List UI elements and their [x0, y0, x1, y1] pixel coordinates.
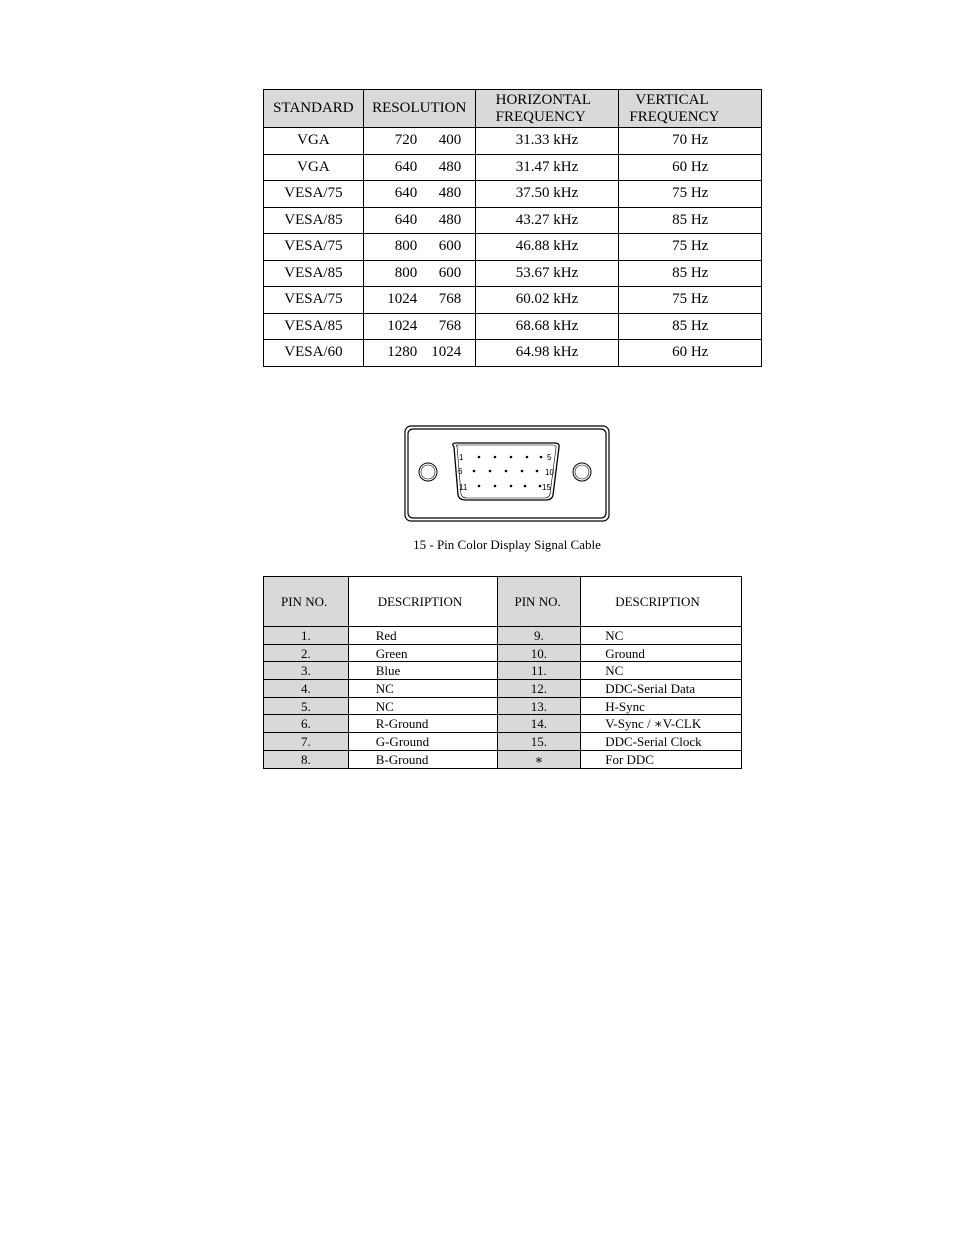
cell-pin-right: 15. — [497, 733, 581, 751]
cell-standard: VGA — [264, 154, 364, 181]
pin-label-10: 10 — [545, 468, 554, 477]
header-standard: STANDARD — [264, 90, 364, 128]
cell-vertical-frequency: 75 Hz — [619, 234, 762, 261]
cell-pin-left: 1. — [264, 627, 349, 645]
header-horizontal-line1: HORIZONTAL — [495, 91, 592, 108]
cell-description-right: Ground — [581, 644, 742, 662]
cell-horizontal-frequency: 31.47 kHz — [475, 154, 619, 181]
timing-row — [264, 128, 762, 155]
cell-resolution — [363, 234, 475, 261]
pin-15a — [539, 485, 542, 488]
pin-row — [264, 627, 742, 645]
cell-description-left: NC — [348, 697, 497, 715]
cell-vertical-frequency: 70 Hz — [619, 128, 762, 155]
header-pin-no-right: PIN NO. — [497, 577, 581, 627]
cell-pin-left: 6. — [264, 715, 349, 733]
cell-pin-right: 14. — [497, 715, 581, 733]
cell-horizontal-frequency: 68.68 kHz — [475, 313, 619, 340]
cell-description-left: B-Ground — [348, 750, 497, 768]
cell-pin-left: 5. — [264, 697, 349, 715]
header-vertical-frequency — [619, 90, 762, 128]
header-horizontal-frequency — [475, 90, 619, 128]
timing-row — [264, 207, 762, 234]
timing-row — [264, 181, 762, 208]
cell-description-left: Blue — [348, 662, 497, 680]
cell-resolution — [363, 313, 475, 340]
pin-row — [264, 644, 742, 662]
cell-resolution-height: 1024 — [431, 344, 462, 361]
cell-vertical-frequency: 85 Hz — [619, 207, 762, 234]
cell-resolution-height: 600 — [438, 264, 462, 281]
cell-resolution-width: 640 — [394, 185, 418, 202]
cell-resolution-height: 768 — [438, 317, 462, 334]
cell-description-right: H-Sync — [581, 697, 742, 715]
cell-resolution — [363, 128, 475, 155]
cell-vertical-frequency: 75 Hz — [619, 287, 762, 314]
pin-label-11: 11 — [459, 483, 468, 492]
timing-row — [264, 234, 762, 261]
cell-standard: VESA/85 — [264, 260, 364, 287]
cell-vertical-frequency: 85 Hz — [619, 260, 762, 287]
pin-9b — [521, 470, 524, 473]
cell-horizontal-frequency: 37.50 kHz — [475, 181, 619, 208]
pin-4 — [510, 456, 513, 459]
timing-row — [264, 313, 762, 340]
cell-horizontal-frequency: 64.98 kHz — [475, 340, 619, 367]
cell-vertical-frequency: 60 Hz — [619, 154, 762, 181]
cell-resolution — [363, 207, 475, 234]
cell-description-left: G-Ground — [348, 733, 497, 751]
cell-pin-left: 7. — [264, 733, 349, 751]
cell-resolution-width: 640 — [394, 158, 418, 175]
cell-resolution-width: 800 — [394, 264, 418, 281]
pin-row — [264, 750, 742, 768]
cell-description-left: R-Ground — [348, 715, 497, 733]
cell-resolution-width: 720 — [394, 132, 418, 149]
pin-10a — [536, 470, 539, 473]
screw-hole-right — [573, 463, 591, 481]
cell-horizontal-frequency: 53.67 kHz — [475, 260, 619, 287]
cell-vertical-frequency: 75 Hz — [619, 181, 762, 208]
cell-horizontal-frequency: 60.02 kHz — [475, 287, 619, 314]
cell-pin-left: 3. — [264, 662, 349, 680]
vga-connector-diagram — [404, 425, 610, 522]
cell-horizontal-frequency: 43.27 kHz — [475, 207, 619, 234]
cell-standard: VESA/75 — [264, 181, 364, 208]
cell-resolution — [363, 181, 475, 208]
pin-3 — [494, 456, 497, 459]
pin-9 — [505, 470, 508, 473]
timing-row — [264, 154, 762, 181]
cell-resolution — [363, 340, 475, 367]
cell-pin-left: 8. — [264, 750, 349, 768]
cell-description-right: NC — [581, 662, 742, 680]
cell-description-left: NC — [348, 680, 497, 698]
timing-header-row — [264, 90, 762, 128]
cell-resolution — [363, 260, 475, 287]
connector-caption: 15 - Pin Color Display Signal Cable — [413, 537, 601, 552]
pin-2 — [478, 456, 481, 459]
cell-description-right: V-Sync / ∗V-CLK — [581, 715, 742, 733]
pin-row — [264, 662, 742, 680]
pin-8 — [489, 470, 492, 473]
header-vertical-line2: FREQUENCY — [629, 108, 720, 125]
cell-pin-right: 11. — [497, 662, 581, 680]
cell-standard: VESA/75 — [264, 234, 364, 261]
pin-12 — [478, 485, 481, 488]
cell-pin-right: 12. — [497, 680, 581, 698]
pin-14b — [524, 485, 527, 488]
timing-row — [264, 340, 762, 367]
cell-description-right: DDC-Serial Data — [581, 680, 742, 698]
cell-resolution-width: 1024 — [387, 317, 418, 334]
cell-resolution-width: 640 — [394, 211, 418, 228]
pin-7 — [473, 470, 476, 473]
cell-resolution-width: 1024 — [387, 291, 418, 308]
cell-resolution-width: 1280 — [387, 344, 418, 361]
cell-description-right: DDC-Serial Clock — [581, 733, 742, 751]
cell-resolution — [363, 287, 475, 314]
cell-resolution-height: 480 — [438, 185, 462, 202]
pin-row — [264, 733, 742, 751]
cell-standard: VGA — [264, 128, 364, 155]
cell-vertical-frequency: 60 Hz — [619, 340, 762, 367]
header-resolution: RESOLUTION — [363, 90, 475, 128]
timing-table — [263, 89, 762, 367]
cell-resolution-height: 400 — [438, 132, 462, 149]
cell-pin-right: 13. — [497, 697, 581, 715]
cell-description-right: For DDC — [581, 750, 742, 768]
pin-14 — [510, 485, 513, 488]
cell-horizontal-frequency: 31.33 kHz — [475, 128, 619, 155]
cell-pin-right: 9. — [497, 627, 581, 645]
cell-resolution — [363, 154, 475, 181]
pin-label-15: 15 — [542, 483, 551, 492]
cell-description-right: NC — [581, 627, 742, 645]
cell-standard: VESA/60 — [264, 340, 364, 367]
pin-label-6: 6 — [458, 467, 463, 476]
cell-pin-left: 2. — [264, 644, 349, 662]
cell-resolution-height: 600 — [438, 238, 462, 255]
cell-description-left: Red — [348, 627, 497, 645]
pin-5b — [540, 456, 543, 459]
cell-resolution-height: 480 — [438, 158, 462, 175]
cell-resolution-width: 800 — [394, 238, 418, 255]
cell-vertical-frequency: 85 Hz — [619, 313, 762, 340]
cell-resolution-height: 480 — [438, 211, 462, 228]
cell-pin-left: 4. — [264, 680, 349, 698]
pin-row — [264, 715, 742, 733]
cell-standard: VESA/75 — [264, 287, 364, 314]
timing-row — [264, 287, 762, 314]
pin-label-5: 5 — [547, 453, 552, 462]
pin-assignment-table — [263, 576, 742, 769]
cell-description-left: Green — [348, 644, 497, 662]
pin-row — [264, 697, 742, 715]
cell-resolution-height: 768 — [438, 291, 462, 308]
pin-13 — [494, 485, 497, 488]
pin-label-1: 1 — [459, 453, 464, 462]
header-description-right: DESCRIPTION — [581, 577, 742, 627]
header-vertical-line1: VERTICAL — [635, 91, 709, 108]
header-description-left: DESCRIPTION — [348, 577, 497, 627]
pin-5a — [526, 456, 529, 459]
header-pin-no-left: PIN NO. — [264, 577, 349, 627]
cell-horizontal-frequency: 46.88 kHz — [475, 234, 619, 261]
cell-standard: VESA/85 — [264, 313, 364, 340]
pin-row — [264, 680, 742, 698]
timing-row — [264, 260, 762, 287]
screw-hole-left — [419, 463, 437, 481]
cell-pin-right: 10. — [497, 644, 581, 662]
header-horizontal-line2: FREQUENCY — [495, 108, 586, 125]
pin-header-row — [264, 577, 742, 627]
cell-standard: VESA/85 — [264, 207, 364, 234]
cell-pin-right: ∗ — [497, 750, 581, 768]
